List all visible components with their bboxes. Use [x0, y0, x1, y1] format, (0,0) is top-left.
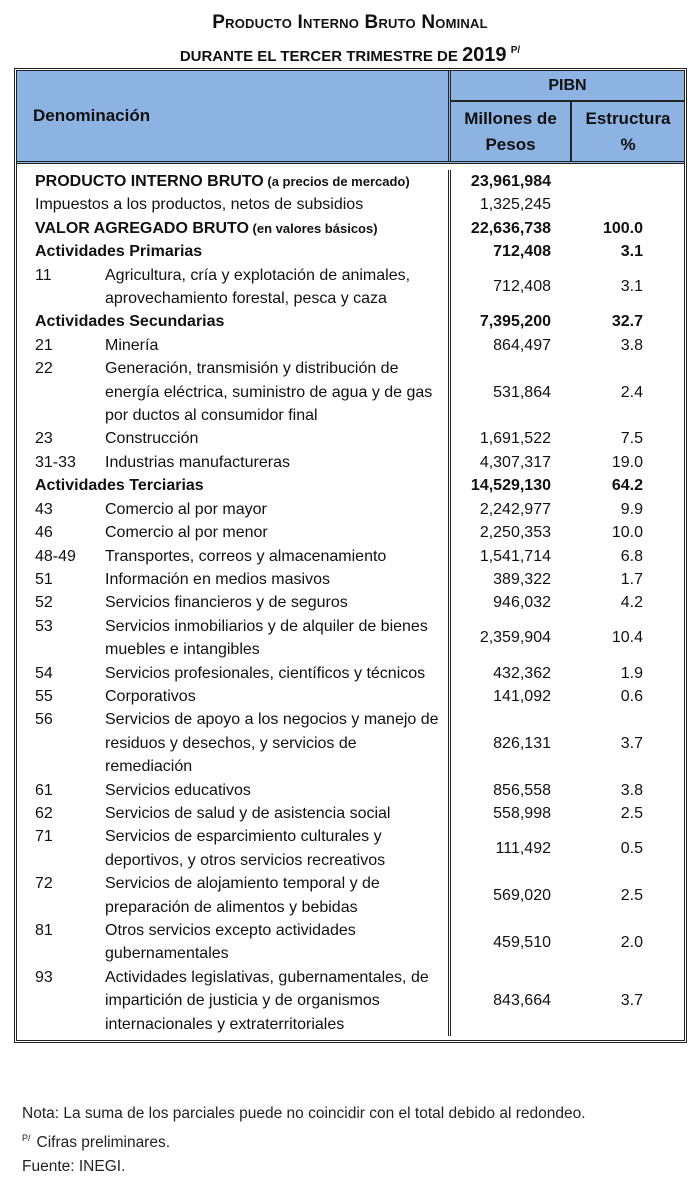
row-code: 93: [35, 968, 53, 986]
row-millones-value: 141,092: [493, 687, 551, 705]
table-row: [17, 193, 684, 216]
table-row: [17, 498, 684, 521]
table-row: [17, 334, 684, 357]
row-estructura-value: 0.5: [620, 840, 643, 858]
row-label: [105, 427, 448, 450]
row-millones-value: 22,636,738: [470, 219, 551, 237]
row-estructura-value: 2.5: [620, 804, 643, 822]
row-millones-value: 14,529,130: [470, 477, 551, 495]
row-millones-value: 2,250,353: [479, 524, 551, 542]
row-label: [35, 193, 448, 216]
row-label-text: Comercio al por mayor: [105, 500, 267, 518]
row-label-text: Servicios inmobiliarios y de alquiler de bienes muebles e intangibles: [105, 617, 428, 659]
note-rounding: Nota: La suma de los parciales puede no coincidir con el total debido al redondeo.: [22, 1105, 586, 1122]
row-label: [105, 685, 448, 708]
header-estructura: [572, 102, 684, 161]
row-estructura-value: 10.4: [611, 629, 643, 647]
row-label: [105, 615, 448, 662]
row-millones-value: 856,558: [493, 781, 551, 799]
row-millones-value: 459,510: [493, 933, 551, 951]
header-pibn-group: [451, 71, 684, 161]
row-label-text: Servicios de salud y de asistencia social: [105, 804, 391, 822]
row-millones-value: 826,131: [493, 734, 551, 752]
footnotes: [22, 1102, 586, 1179]
row-code: 52: [35, 594, 53, 612]
row-millones-value: 864,497: [493, 336, 551, 354]
subtitle-text: DURANTE EL TERCER TRIMESTRE DE: [179, 48, 463, 65]
table-body: [17, 164, 684, 1040]
row-code: 51: [35, 570, 53, 588]
row-estructura-value: 2.5: [620, 886, 643, 904]
row-label-text: Impuestos a los productos, netos de subsidios: [35, 196, 364, 214]
row-label: [35, 217, 448, 240]
row-millones-value: 946,032: [493, 594, 551, 612]
preliminary-mark: P/: [510, 45, 521, 56]
row-label-text: Transportes, correos y almacenamiento: [105, 547, 387, 565]
row-code: 54: [35, 664, 53, 682]
row-estructura-value: 3.8: [620, 336, 643, 354]
row-estructura-value: 6.8: [620, 547, 643, 565]
row-code: 46: [35, 524, 53, 542]
row-estructura-value: 10.0: [611, 524, 643, 542]
row-label: [105, 966, 448, 1036]
row-label: [105, 264, 448, 311]
header-millones-line1: Millones de: [464, 109, 557, 128]
row-label-text: Construcción: [105, 430, 199, 448]
row-label-text: PRODUCTO INTERNO BRUTO: [35, 173, 264, 190]
note-preliminary-text: Cifras preliminares.: [36, 1134, 171, 1151]
row-label: [35, 474, 448, 497]
header-pibn: PIBN: [451, 71, 684, 102]
row-label-text: Comercio al por menor: [105, 524, 268, 542]
row-estructura-value: 2.4: [620, 383, 643, 401]
table-row: [17, 357, 684, 427]
note-preliminary-mark: P/: [22, 1133, 31, 1143]
table-row: [17, 615, 684, 662]
pib-table: [14, 68, 687, 1043]
row-code: 56: [35, 711, 53, 729]
note-source: Fuente: INEGI.: [22, 1158, 126, 1175]
table-row: [17, 264, 684, 311]
row-millones-value: 1,691,522: [479, 430, 551, 448]
table-row: [17, 802, 684, 825]
row-millones-value: 2,242,977: [479, 500, 551, 518]
row-label: [105, 568, 448, 591]
row-label: [105, 825, 448, 872]
row-label-text: Servicios de alojamiento temporal y de preparación de alimentos y bebidas: [105, 875, 380, 916]
table-row: [17, 825, 684, 872]
table-row: [17, 662, 684, 685]
row-label: [35, 170, 448, 193]
row-label-text: Servicios de apoyo a los negocios y manejo de residuos y desechos, y servicios de remediación: [105, 711, 439, 776]
row-code: 31-33: [35, 453, 76, 471]
table-row: [17, 217, 684, 240]
table-row: [17, 919, 684, 966]
row-code: 72: [35, 875, 53, 893]
note-preliminary: [22, 1126, 586, 1155]
row-label-text: VALOR AGREGADO BRUTO: [35, 219, 249, 237]
row-millones-value: 389,322: [493, 570, 551, 588]
row-estructura-value: 3.7: [620, 992, 643, 1010]
row-millones-value: 712,408: [493, 278, 551, 296]
row-millones-value: 558,998: [493, 804, 551, 822]
row-code: 43: [35, 500, 53, 518]
table-row: [17, 170, 684, 193]
row-millones-value: 569,020: [493, 886, 551, 904]
row-code: 23: [35, 430, 53, 448]
row-estructura-value: 9.9: [620, 500, 643, 518]
row-label-text: Minería: [105, 336, 159, 354]
row-estructura-value: 3.7: [620, 734, 643, 752]
page-subtitle: [0, 38, 700, 70]
row-code: 53: [35, 617, 53, 635]
title-block: [0, 0, 700, 70]
row-millones-value: 23,961,984: [470, 173, 551, 190]
row-label-qualifier: (en valores básicos): [248, 220, 378, 236]
row-label: [105, 545, 448, 568]
row-label-text: Otros servicios excepto actividades gubernamentales: [105, 922, 356, 963]
table-row: [17, 521, 684, 544]
row-millones-value: 712,408: [493, 243, 551, 261]
row-label: [105, 779, 448, 802]
row-code: 11: [35, 266, 52, 284]
table-row: [17, 451, 684, 474]
row-code: 55: [35, 687, 53, 705]
row-code: 71: [35, 828, 53, 846]
header-estructura-line2: %: [620, 135, 636, 154]
row-code: 81: [35, 922, 53, 939]
row-estructura-value: 1.9: [620, 664, 643, 682]
row-estructura-value: 3.1: [620, 243, 643, 261]
row-millones-value: 432,362: [493, 664, 551, 682]
row-estructura-value: 0.6: [620, 687, 643, 705]
row-label-text: Generación, transmisión y distribución de energía eléctrica, suministro de agua y de gas por ductos al consumidor final: [105, 360, 433, 425]
page-title: Producto Interno Bruto Nominal: [212, 12, 488, 33]
table-row: [17, 966, 684, 1036]
row-estructura-value: 100.0: [602, 219, 643, 237]
row-millones-value: 1,325,245: [479, 196, 551, 214]
row-label-text: Servicios financieros y de seguros: [105, 594, 348, 612]
table-row: [17, 708, 684, 778]
table-row: [17, 591, 684, 614]
row-label-text: Servicios de esparcimiento culturales y deportivos, y otros servicios recreativos: [105, 828, 386, 869]
row-estructura-value: 64.2: [611, 477, 643, 495]
row-label: [105, 708, 448, 778]
header-denominacion: Denominación: [17, 71, 451, 161]
row-label-text: Industrias manufactureras: [105, 453, 290, 471]
row-millones-value: 1,541,714: [479, 547, 551, 565]
table-row: [17, 545, 684, 568]
row-label-text: Actividades Primarias: [35, 243, 203, 261]
row-code: 62: [35, 804, 53, 822]
row-code: 61: [35, 781, 53, 799]
row-estructura-value: 2.0: [620, 933, 643, 951]
table-row: [17, 240, 684, 263]
row-estructura-value: 32.7: [611, 313, 643, 331]
row-label: [105, 498, 448, 521]
row-label-text: Actividades Secundarias: [35, 313, 225, 331]
table-row: [17, 568, 684, 591]
table-row: [17, 427, 684, 450]
row-code: 22: [35, 360, 53, 378]
row-label-text: Agricultura, cría y explotación de animales, aprovechamiento forestal, pesca y caza: [105, 266, 411, 308]
row-label: [105, 919, 448, 966]
row-millones-value: 531,864: [493, 383, 551, 401]
table-row: [17, 685, 684, 708]
row-estructura-value: 19.0: [611, 453, 643, 471]
table-header: [17, 71, 684, 164]
row-millones-value: 843,664: [493, 992, 551, 1010]
row-code: 48-49: [35, 547, 76, 565]
row-label-text: Servicios educativos: [105, 781, 251, 799]
row-millones-value: 4,307,317: [479, 453, 551, 471]
row-label: [35, 310, 448, 333]
row-label: [105, 872, 448, 919]
table-row: [17, 474, 684, 497]
header-millones-line2: Pesos: [485, 135, 536, 154]
row-label-text: Actividades Terciarias: [35, 477, 204, 495]
row-estructura-value: 1.7: [620, 570, 643, 588]
row-label-qualifier: (a precios de mercado): [263, 174, 410, 189]
row-label: [105, 802, 448, 825]
row-millones-value: 2,359,904: [479, 629, 551, 647]
row-label: [105, 451, 448, 474]
table-row: [17, 872, 684, 919]
row-label: [105, 662, 448, 685]
row-code: 21: [35, 336, 53, 354]
header-millones-de-pesos: [451, 102, 572, 161]
row-label-text: Actividades legislativas, gubernamentales, de impartición de justicia y de organismos internacionales y extraterritoriales: [105, 968, 429, 1033]
header-estructura-line1: Estructura: [585, 109, 671, 128]
row-label: [35, 240, 448, 263]
row-estructura-value: 3.1: [620, 278, 643, 296]
row-label: [105, 521, 448, 544]
row-label: [105, 334, 448, 357]
row-label-text: Servicios profesionales, científicos y técnicos: [105, 664, 426, 682]
row-label: [105, 357, 448, 427]
row-label-text: Corporativos: [105, 687, 196, 705]
row-estructura-value: 3.8: [620, 781, 643, 799]
row-millones-value: 111,492: [495, 840, 551, 858]
row-millones-value: 7,395,200: [479, 313, 551, 331]
row-label: [105, 591, 448, 614]
subtitle-year: 2019: [462, 44, 507, 66]
table-row: [17, 310, 684, 333]
table-row: [17, 779, 684, 802]
row-estructura-value: 7.5: [620, 430, 643, 448]
row-estructura-value: 4.2: [620, 594, 643, 612]
row-label-text: Información en medios masivos: [105, 570, 330, 588]
